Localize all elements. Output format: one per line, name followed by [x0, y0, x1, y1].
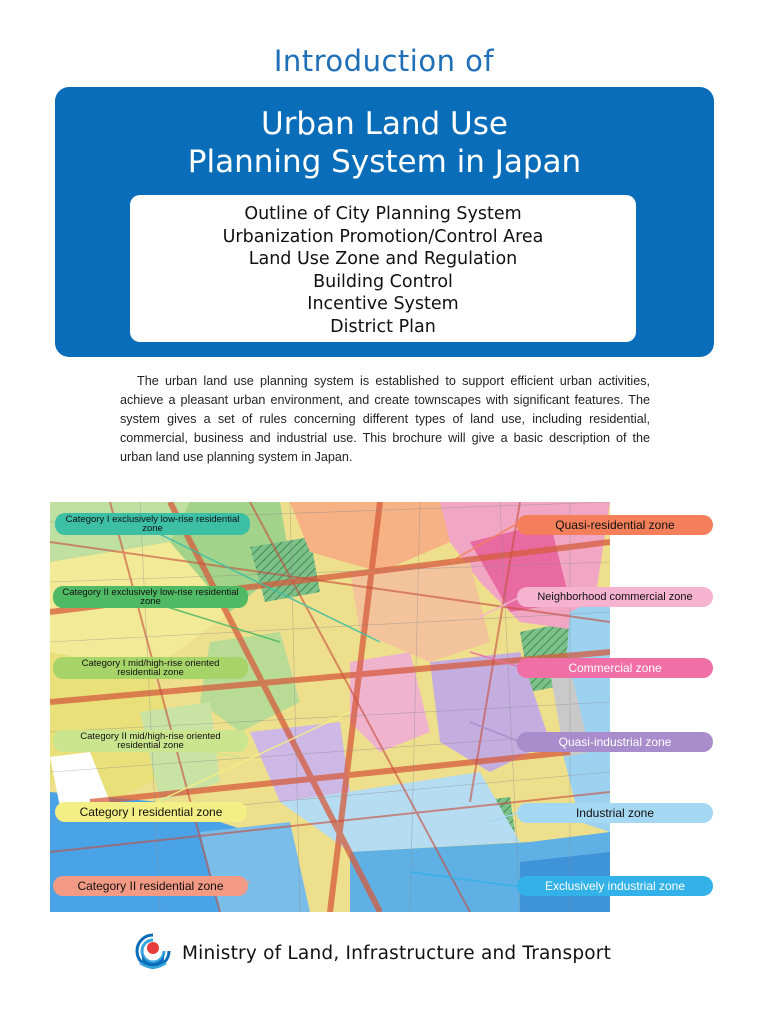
zone-label-exclusively-industrial — [517, 876, 713, 896]
zone-label-cat2-residential — [53, 876, 248, 896]
zone-label-text: Category II mid/high-rise oriented residential zone — [80, 730, 221, 751]
zone-label-quasi-residential — [517, 515, 713, 535]
ministry-name: Ministry of Land, Infrastructure and Transport — [182, 942, 612, 964]
contents-item: Land Use Zone and Regulation — [248, 249, 518, 269]
main-title — [55, 105, 714, 181]
zone-label-cat1-residential — [55, 802, 247, 822]
contents-item: Building Control — [313, 271, 453, 292]
intro-paragraph: The urban land use planning system is established to support efficient urban activities, achieve a pleasant urban environment, and create townscapes with significant features. The system gives a set of rules concerning different types of land use, including residential, commercial, business and industrial use. This brochure will give a basic description of the urban land use planning system in Japan. — [120, 374, 650, 464]
zone-label-text: Category II residential zone — [77, 879, 224, 893]
contents-item: Incentive System — [307, 294, 459, 314]
zone-label-cat1-mid-high-rise — [53, 657, 248, 679]
footer — [134, 932, 611, 974]
zone-label-commercial — [517, 658, 713, 678]
title-panel — [55, 87, 714, 357]
contents-box — [130, 195, 636, 342]
contents-item: Outline of City Planning System — [244, 204, 522, 224]
zone-label-quasi-industrial — [517, 732, 713, 752]
contents-item: District Plan — [330, 316, 436, 337]
zone-label-text: Industrial zone — [575, 806, 655, 820]
zone-label-neighborhood-commercial — [517, 587, 713, 607]
zone-label-text: Quasi-residential zone — [555, 518, 675, 532]
zone-label-text: Quasi-industrial zone — [558, 735, 672, 749]
zone-label-text: Exclusively industrial zone — [544, 879, 686, 893]
zone-label-text: Category I residential zone — [79, 805, 223, 819]
contents-item: Urbanization Promotion/Control Area — [222, 226, 544, 247]
zone-label-cat2-mid-high-rise — [53, 730, 248, 752]
map-image — [50, 502, 610, 912]
zone-label-cat2-exclusively-low-rise — [53, 586, 248, 608]
contents-list — [130, 195, 636, 338]
zone-label-text: Neighborhood commercial zone — [537, 591, 693, 603]
land-use-map — [50, 502, 610, 912]
zone-label-text: Commercial zone — [568, 661, 662, 675]
title-line-1: Urban Land Use — [261, 106, 508, 142]
intro-heading: Introduction of — [273, 44, 495, 78]
zone-label-text: Category I exclusively low-rise residential zone — [65, 513, 240, 534]
ministry-logo-icon — [134, 932, 172, 974]
zone-label-text: Category II exclusively low-rise residential zone — [62, 586, 239, 607]
zone-label-text: Category I mid/high-rise oriented residential zone — [81, 657, 220, 678]
zone-label-industrial — [517, 803, 713, 823]
zone-label-cat1-exclusively-low-rise — [55, 513, 250, 535]
title-line-2: Planning System in Japan — [187, 144, 582, 180]
